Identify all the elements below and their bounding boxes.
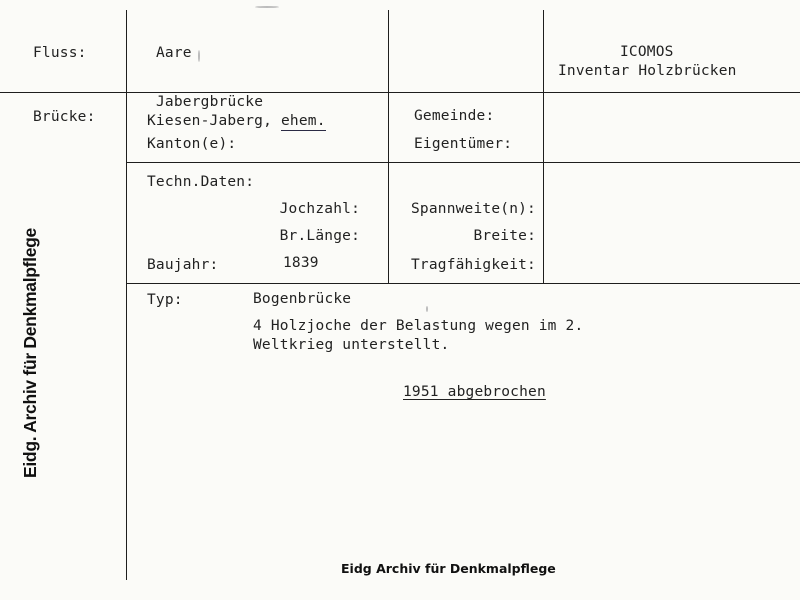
grid-hline-header [0,92,800,93]
scan-speck [198,50,200,62]
scan-speck [426,306,428,312]
eigentuemer-label: Eigentümer: [414,136,513,152]
laenge-label: Br.Länge: [279,228,360,244]
inventory-title: Inventar Holzbrücken [558,63,737,79]
grid-vline-middle [388,10,389,284]
demolition-note: 1951 abgebrochen [403,384,546,400]
archive-stamp: Eidg. Archiv für Denkmalpflege [20,228,40,478]
kanton-label: Kanton(e): [147,136,237,152]
breite-label: Breite: [473,228,536,244]
baujahr-label: Baujahr: [147,257,219,273]
typ-label: Typ: [147,292,183,308]
bridge-name: Jabergbrücke [156,94,264,110]
bridge-location [147,112,326,130]
organization-title: ICOMOS [620,44,674,60]
jochzahl-label: Jochzahl: [279,201,360,217]
bridge-former-note: ehem. [280,113,326,129]
spannweite-label: Spannweite(n): [410,201,536,217]
archive-footer: Eidg Archiv für Denkmalpflege [341,561,556,576]
baujahr-value: 1839 [283,255,319,271]
scan-speck [255,6,279,8]
bridge-location-text: Kiesen-Jaberg, [147,113,273,129]
fluss-label: Fluss: [33,45,87,61]
gemeinde-label: Gemeinde: [414,108,495,124]
tragfaehigkeit-label: Tragfähigkeit: [410,257,536,273]
remark-line-1: 4 Holzjoche der Belastung wegen im 2. [253,318,584,334]
typ-value: Bogenbrücke [253,291,352,307]
grid-hline-tech [126,283,800,284]
bruecke-label: Brücke: [33,109,96,125]
remark-line-2: Weltkrieg unterstellt. [253,337,450,353]
grid-hline-bridge [126,162,800,163]
techn-daten-label: Techn.Daten: [147,174,255,190]
grid-vline-left [126,10,127,580]
grid-vline-right [543,10,544,284]
fluss-value: Aare [156,45,192,61]
